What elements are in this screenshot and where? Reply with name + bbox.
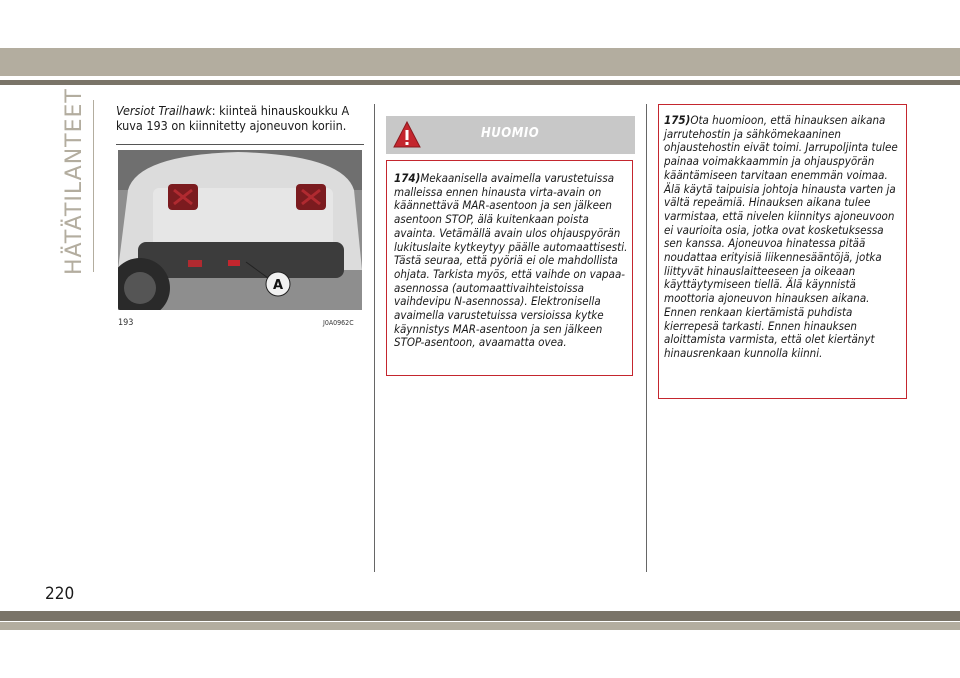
note-174-number: 174) — [394, 171, 421, 185]
top-band — [0, 48, 960, 76]
column-divider — [646, 104, 647, 572]
intro-text: : kiinteä hinauskoukku A kuva 193 on kiinnitetty ajoneuvon koriin. — [116, 103, 350, 133]
note-175-number: 175) — [664, 113, 691, 127]
intro-lead: Versiot Trailhawk — [116, 103, 212, 118]
figure-rule — [116, 144, 364, 145]
section-tab-label: HÄTÄTILANTEET — [62, 88, 87, 275]
figure-code: J0A0962C — [323, 319, 354, 327]
top-rule — [0, 80, 960, 85]
note-175-body: Ota huomioon, että hinauksen aikana jarrutehostin ja sähkömekaaninen ohjaustehostin eivät toimi. Jarrupoljinta tulee painaa voimakkaammin ja ohjauspyörän kääntämiseen tarvitaan enemmän voimaa. Älä käytä taipuisia johtoja hinausta varten ja vältä repeämiä. Hinauksen aikana tulee varmistaa, että nivelen kiinnitys ajoneuvoon ei vaurioita osia, jotka ovat kosketuksessa sen kanssa. Ajoneuvoa hinatessa pitää noudattaa erityisiä liikennesääntöjä, jotka liittyvät hinauslaitteeseen ja oikeaan käyttäytymiseen tiellä. Älä käynnistä moottoria ajoneuvon hinauksen aikana. Ennen renkaan kiertämistä puhdista kierrepesä tarkasti. Ennen hinauksen aloittamista varmista, että olet kiertänyt hinausrenkaan kunnolla kiinni. — [664, 113, 898, 360]
page-number: 220 — [45, 584, 75, 604]
section-tab — [60, 88, 90, 275]
intro-paragraph — [116, 104, 366, 133]
figure-marker-a: A — [272, 278, 284, 293]
huomio-header — [386, 116, 635, 154]
bottom-band — [0, 622, 960, 630]
huomio-title: HUOMIO — [481, 126, 540, 141]
bottom-rule — [0, 611, 960, 621]
warning-icon — [392, 120, 422, 150]
tow-hook-photo — [118, 150, 362, 310]
note-174-body: Mekaanisella avaimella varustetuissa malleissa ennen hinausta virta-avain on käännettävä MAR-asentoon ja sen jälkeen asentoon STOP, älä kuitenkaan poista avainta. Vetämällä avain ulos ohjauspyörän lukituslaite kytkeytyy päälle automaattisesti. Tästä seuraa, että pyöriä ei ole mahdollista ohjata. Tarkista myös, että vaihde on vapaa-asennossa (automaattivaihteistoissa vaihdevipu N-asennossa). Elektronisella avaimella varustetuissa versioissa kytke käynnistys MAR-asentoon ja sen jälkeen STOP-asentoon, avaamatta ovea. — [394, 171, 628, 350]
column-divider — [374, 104, 375, 572]
huomio-text — [394, 172, 632, 350]
note-175-text — [664, 114, 904, 361]
figure-number: 193 — [118, 318, 134, 328]
section-tab-rule — [93, 100, 94, 272]
